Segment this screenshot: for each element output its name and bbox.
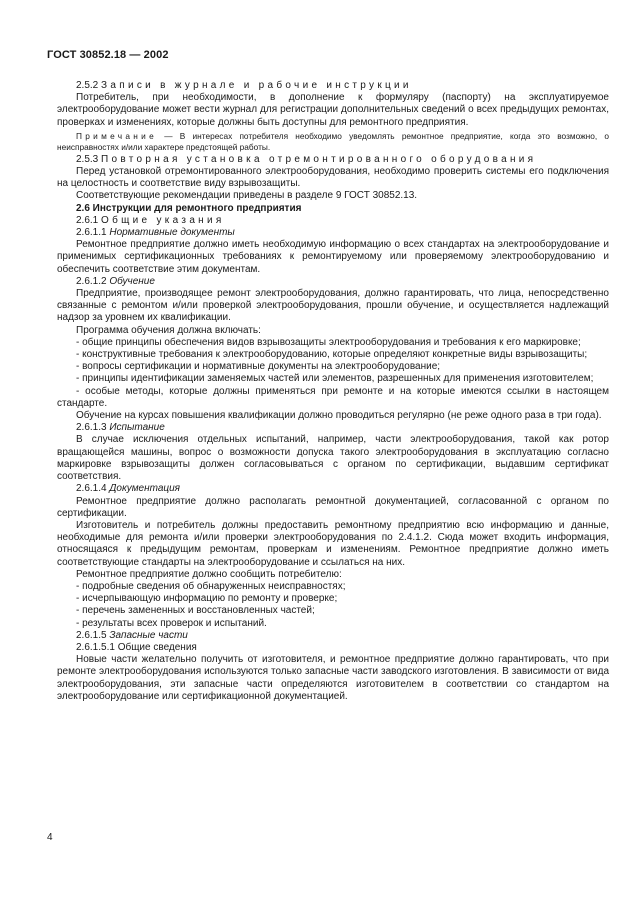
paragraph: Обучение на курсах повышения квалификации должно проводиться регулярно (не реже одного раза в три года). [76, 410, 602, 422]
section-number: 2.6.1.5 [76, 629, 107, 641]
list-item: - конструктивные требования к электрооборудованию, которые определяют конкретные виды взрывозащиты; [76, 349, 588, 361]
paragraph: Соответствующие рекомендации приведены в разделе 9 ГОСТ 30852.13. [76, 190, 418, 202]
section-title: Общие сведения [117, 641, 197, 653]
note-label: Примечание [76, 130, 158, 141]
section-number: 2.5.3 [76, 153, 99, 165]
section-heading-2-5-2 [57, 80, 609, 92]
section-number: 2.5.2 [76, 80, 99, 91]
list-item: - особые методы, которые должны применяться при ремонте и на которые имеются ссылки в настоящем стандарте. [57, 385, 609, 409]
section-heading-2-6-1-3 [57, 422, 609, 434]
note [57, 131, 609, 153]
section-heading-2-5-3 [57, 154, 609, 166]
list-item: - результаты всех проверок и испытаний. [76, 617, 267, 629]
paragraph: Ремонтное предприятие должно иметь необходимую информацию о всех стандартах на электрооборудование и применимых сертификационных требованиях к ремонтируемому или проверяемому электрооборудованию и обеспечить соответствие этим документам. [57, 239, 609, 275]
list-item: - вопросы сертификации и нормативные документы на электрооборудование; [76, 361, 441, 373]
paragraph: Программа обучения должна включать: [76, 324, 261, 336]
list-item: - перечень замененных и восстановленных частей; [76, 605, 315, 617]
paragraph: Предприятие, производящее ремонт электрооборудования, должно гарантировать, что лица, непосредственно связанные с ремонтом и/или проверкой электрооборудования, прошли обучение, и осуществляется надлежащий надзор за уровнем их квалификации. [57, 288, 609, 324]
section-number: 2.6.1 [76, 214, 99, 226]
section-title: Записи в журнале и рабочие инструкции [101, 80, 412, 91]
paragraph: В случае исключения отдельных испытаний, например, части электрооборудования, такой как ротор вращающейся машины, вопрос о возможности допуска такого электрооборудования в эксплуатацию согласно маркировке взрывозащиты должен согласовываться с органом по сертификации, выдавшим сертификат соответствия. [57, 434, 609, 483]
section-title: Запасные части [109, 629, 188, 641]
list-item: - подробные сведения об обнаруженных неисправностях; [76, 580, 346, 592]
section-title: Повторная установка отремонтированного оборудования [101, 153, 537, 165]
paragraph: Потребитель, при необходимости, в дополнение к формуляру (паспорту) на эксплуатируемое электрооборудование может вести журнал для регистрации дополнительных сведений о всех предыдущих ремонтах, проверках и изменениях, которые должны быть доступны для ремонтного предприятия. [57, 92, 609, 128]
paragraph: Ремонтное предприятие должно располагать ремонтной документацией, согласованной с органом по сертификации. [57, 495, 609, 519]
list-item: - исчерпывающую информацию по ремонту и проверке; [76, 593, 338, 605]
section-number: 2.6.1.5.1 [76, 641, 115, 653]
page-content [57, 80, 609, 703]
section-number: 2.6.1.2 [76, 275, 107, 287]
section-title: Общие указания [101, 214, 225, 226]
section-title: Нормативные документы [109, 227, 235, 239]
section-number: 2.6.1.3 [76, 422, 107, 434]
section-title: Испытание [109, 422, 165, 434]
section-number: 2.6.1.4 [76, 483, 107, 495]
paragraph: Изготовитель и потребитель должны предоставить ремонтному предприятию всю информацию и данные, необходимые для ремонта и/или проверки электрооборудования по 2.4.1.2. Сюда может входить информация, относящаяся к предыдущим ремонтам, проверкам и изменениям. Ремонтное предприятие должно иметь соответствующие стандарты на электрооборудование и ссылаться на них. [57, 519, 609, 568]
section-heading-2-6-1-2 [57, 276, 609, 288]
section-heading-2-6-1-5-1 [57, 642, 609, 654]
section-heading-2-6-1-5 [57, 630, 609, 642]
page-number: 4 [47, 832, 53, 843]
list-item: - общие принципы обеспечения видов взрывозащиты электрооборудования и требования к его маркировке; [76, 336, 581, 348]
section-heading-2-6-1-1 [57, 227, 609, 239]
paragraph: Ремонтное предприятие должно сообщить потребителю: [76, 568, 342, 580]
paragraph: Новые части желательно получить от изготовителя, и ремонтное предприятие должно гарантировать, что при ремонте электрооборудования используются только запасные части заводского изготовления. В зависимости от вида электрооборудования, эти запасные части определяются изготовителем в соответствии со стандартом на электрооборудование или сертификационной документацией. [57, 654, 609, 702]
section-heading-2-6: 2.6 Инструкции для ремонтного предприятия [76, 202, 302, 214]
list-item: - принципы идентификации заменяемых частей или элементов, разрешенных для применения изготовителем; [76, 373, 594, 385]
section-title: Документация [109, 483, 181, 495]
section-number: 2.6.1.1 [76, 227, 107, 239]
document-header: ГОСТ 30852.18 — 2002 [47, 49, 169, 61]
section-title: Обучение [109, 275, 155, 287]
paragraph: Перед установкой отремонтированного электрооборудования, необходимо проверить системы его подключения на целостность и соответствие виду взрывозащиты. [57, 166, 609, 190]
section-heading-2-6-1-4 [57, 483, 609, 495]
note-text: — В интересах потребителя необходимо уведомлять ремонтное предприятие, когда это возможно, о неисправностях и/или характере предстоящей работы. [57, 130, 609, 152]
section-heading-2-6-1 [57, 215, 609, 227]
